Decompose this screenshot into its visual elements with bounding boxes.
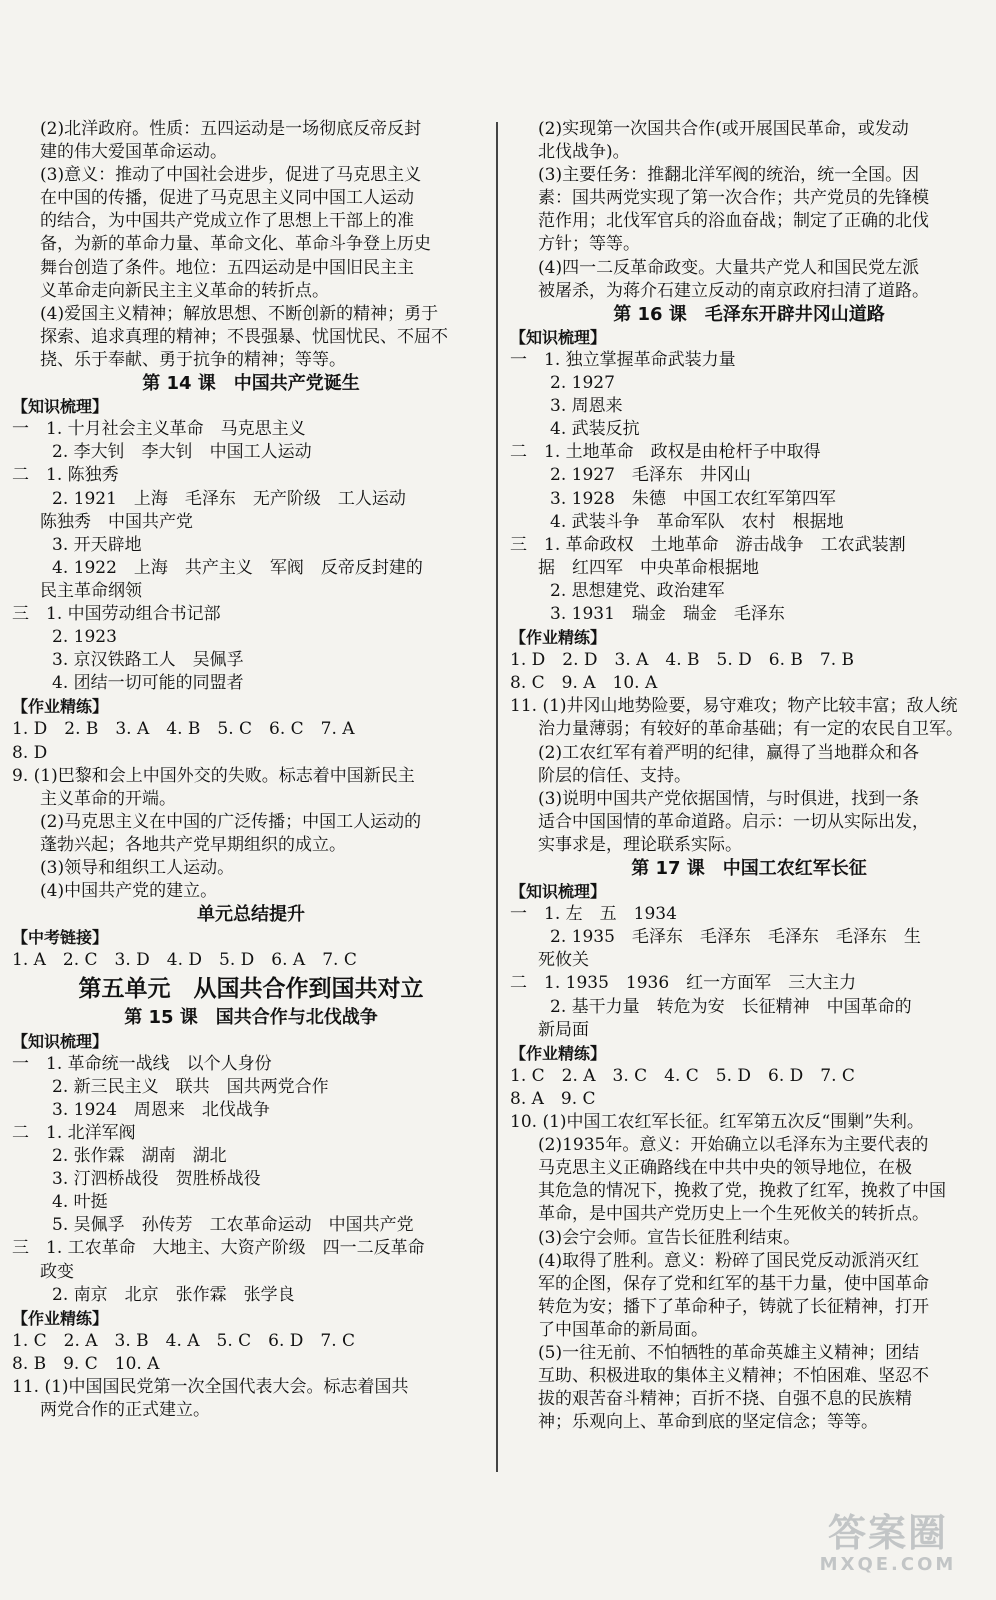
- answer-line: 军的企图，保存了党和红军的基干力量，使中国革命: [538, 1273, 929, 1294]
- answer-line: 主义革命的开端。: [40, 788, 176, 809]
- lesson-title: 单元总结提升: [197, 904, 305, 926]
- right-column: [510, 118, 988, 1434]
- answer-line: (4)四一二反革命政变。大量共产党人和国民党左派: [538, 257, 920, 278]
- answer-line: 在中国的传播，促进了马克思主义同中国工人运动: [40, 188, 414, 209]
- left-column: [12, 118, 490, 1422]
- answer-line: (2)北洋政府。性质：五四运动是一场彻底反帝反封: [40, 119, 422, 139]
- answer-line: 2. 张作霖 湖南 湖北: [52, 1146, 227, 1167]
- section-heading: 【作业精练】: [510, 628, 607, 648]
- answer-line: 治力量薄弱；有较好的革命基础；有一定的农民自卫军。: [538, 719, 963, 740]
- answer-line: 二 1. 北洋军阀: [12, 1122, 136, 1143]
- answer-line: 一 1. 革命统一战线 以个人身份: [12, 1053, 272, 1074]
- answer-line: 北伐战争)。: [538, 142, 630, 163]
- answer-line: 二 1. 1935 1936 红一方面军 三大主力: [510, 973, 857, 994]
- answer-line: 一 1. 十月社会主义革命 马克思主义: [12, 419, 306, 440]
- section-heading: 【知识梳理】: [510, 882, 607, 902]
- answer-line: (4)中国共产党的建立。: [40, 881, 218, 902]
- answer-line: 2. 1921 上海 毛泽东 无产阶级 工人运动: [52, 488, 406, 509]
- answer-line: 11. (1)井冈山地势险要，易守难攻；物产比较丰富；敌人统: [510, 696, 958, 717]
- answer-line: 3. 1928 朱德 中国工农红军第四军: [550, 488, 836, 509]
- answer-line: 1. A 2. C 3. D 4. D 5. D 6. A 7. C: [12, 950, 357, 971]
- answer-line: 两党合作的正式建立。: [40, 1400, 210, 1421]
- answer-line: 2. 1923: [52, 627, 117, 648]
- answer-line: 2. 1927 毛泽东 井冈山: [550, 465, 751, 486]
- section-heading: 【中考链接】: [12, 928, 109, 948]
- answer-line: 一 1. 左 五 1934: [510, 904, 677, 925]
- answer-line: 3. 周恩来: [550, 396, 623, 417]
- answer-line: 3. 1924 周恩来 北伐战争: [52, 1099, 270, 1120]
- answer-line: (3)领导和组织工人运动。: [40, 858, 235, 878]
- answer-line: 实事求是，理论联系实际。: [538, 834, 742, 855]
- answer-line: (3)意义：推动了中国社会进步，促进了马克思主义: [40, 165, 422, 186]
- answer-line: 4. 武装斗争 革命军队 农村 根据地: [550, 511, 844, 532]
- section-heading: 【知识梳理】: [12, 1031, 109, 1051]
- answer-line: 备，为新的革命力量、革命文化、革命斗争登上历史: [40, 234, 431, 255]
- answer-line: 的结合，为中国共产党成立作了思想上干部上的准: [40, 211, 414, 232]
- section-heading: 【知识梳理】: [510, 327, 607, 347]
- answer-line: 8. A 9. C: [510, 1088, 596, 1109]
- lesson-title: 第 15 课 国共合作与北伐战争: [124, 1007, 378, 1029]
- answer-line: 二 1. 陈独秀: [12, 465, 119, 486]
- answer-line: 革命，是中国共产党历史上一个生死攸关的转折点。: [538, 1204, 929, 1225]
- answer-line: 2. 思想建党、政治建军: [550, 580, 725, 601]
- answer-line: 4. 团结一切可能的同盟者: [52, 673, 244, 694]
- answer-line: 11. (1)中国国民党第一次全国代表大会。标志着国共: [12, 1376, 409, 1397]
- answer-line: 2. 南京 北京 张作霖 张学良: [52, 1284, 295, 1305]
- answer-line: 被屠杀，为蒋介石建立反动的南京政府扫清了道路。: [538, 280, 929, 301]
- answer-line: (2)马克思主义在中国的广泛传播；中国工人运动的: [40, 811, 422, 832]
- answer-line: 8. B 9. C 10. A: [12, 1353, 160, 1374]
- answer-line: 了中国革命的新局面。: [538, 1319, 708, 1340]
- answer-line: 3. 汀泗桥战役 贺胜桥战役: [52, 1169, 261, 1190]
- answer-line: (2)实现第一次国共合作(或开展国民革命，或发动: [538, 119, 909, 139]
- answer-line: 舞台创造了条件。地位：五四运动是中国旧民主主: [40, 257, 414, 278]
- answer-line: 2. 新三民主义 联共 国共两党合作: [52, 1076, 329, 1097]
- answer-line: 4. 叶挺: [52, 1192, 108, 1213]
- answer-line: (2)1935年。意义：开始确立以毛泽东为主要代表的: [538, 1135, 929, 1156]
- column-divider: [496, 122, 498, 1472]
- answer-line: 2. 基干力量 转危为安 长征精神 中国革命的: [550, 996, 912, 1017]
- answer-line: 三 1. 革命政权 土地革命 游击战争 工农武装割: [510, 534, 906, 555]
- answer-line: 2. 1935 毛泽东 毛泽东 毛泽东 毛泽东 生: [550, 927, 921, 948]
- answer-line: 10. (1)中国工农红军长征。红军第五次反“围剿”失利。: [510, 1112, 924, 1133]
- answer-line: (3)说明中国共产党依据国情，与时俱进，找到一条: [538, 788, 920, 809]
- lesson-title: 第 14 课 中国共产党诞生: [142, 373, 360, 395]
- answer-line: 1. D 2. D 3. A 4. B 5. D 6. B 7. B: [510, 650, 855, 671]
- answer-line: 蓬勃兴起；各地共产党早期组织的成立。: [40, 834, 346, 855]
- answer-line: (4)取得了胜利。意义：粉碎了国民党反动派消灭红: [538, 1250, 920, 1271]
- answer-line: 1. D 2. B 3. A 4. B 5. C 6. C 7. A: [12, 719, 355, 740]
- answer-line: (3)主要任务：推翻北洋军阀的统治，统一全国。因: [538, 165, 920, 186]
- answer-line: 新局面: [538, 1019, 589, 1040]
- answer-line: 挠、乐于奉献、勇于抗争的精神；等等。: [40, 349, 346, 370]
- answer-line: 马克思主义正确路线在中共中央的领导地位，在极: [538, 1158, 912, 1179]
- answer-line: (4)爱国主义精神；解放思想、不断创新的精神；勇于: [40, 303, 439, 324]
- answer-line: 阶层的信任、支持。: [538, 765, 691, 786]
- answer-line: (3)会宁会师。宣告长征胜利结束。: [538, 1227, 801, 1248]
- section-heading: 【作业精练】: [510, 1043, 607, 1063]
- answer-line: 3. 开天辟地: [52, 534, 142, 555]
- section-heading: 【作业精练】: [12, 1308, 109, 1328]
- answer-line: 1. C 2. A 3. B 4. A 5. C 6. D 7. C: [12, 1330, 356, 1351]
- answer-line: 8. C 9. A 10. A: [510, 673, 658, 694]
- answer-line: 三 1. 工农革命 大地主、大资产阶级 四一二反革命: [12, 1238, 425, 1259]
- answer-line: 死攸关: [538, 950, 589, 971]
- answer-line: 一 1. 独立掌握革命武装力量: [510, 349, 736, 370]
- watermark-text: 答案圈: [827, 1511, 948, 1555]
- answer-line: 建的伟大爱国革命运动。: [40, 142, 227, 163]
- answer-line: 陈独秀 中国共产党: [40, 511, 193, 532]
- watermark-logo: [808, 1512, 968, 1582]
- answer-line: 其危急的情况下，挽救了党，挽救了红军，挽救了中国: [538, 1181, 946, 1202]
- answer-line: 4. 武装反抗: [550, 419, 640, 440]
- lesson-title: 第 16 课 毛泽东开辟井冈山道路: [613, 303, 885, 325]
- answer-line: 3. 1931 瑞金 瑞金 毛泽东: [550, 603, 785, 624]
- answer-line: 2. 李大钊 李大钊 中国工人运动: [52, 442, 312, 463]
- answer-line: 适合中国国情的革命道路。启示：一切从实际出发，: [538, 811, 929, 832]
- answer-line: 据 红四军 中央革命根据地: [538, 557, 759, 578]
- answer-line: 转危为安；播下了革命种子，铸就了长征精神，打开: [538, 1296, 929, 1317]
- answer-line: 互助、积极进取的集体主义精神；不怕困难、坚忍不: [538, 1366, 929, 1387]
- section-heading: 【知识梳理】: [12, 397, 109, 417]
- answer-line: 三 1. 中国劳动组合书记部: [12, 603, 221, 624]
- answer-line: 拔的艰苦奋斗精神；百折不挠、自强不息的民族精: [538, 1389, 912, 1410]
- answer-line: 范作用；北伐军官兵的浴血奋战；制定了正确的北伐: [538, 211, 929, 232]
- answer-line: (2)工农红军有着严明的纪律，赢得了当地群众和各: [538, 742, 920, 763]
- answer-line: 方针；等等。: [538, 234, 640, 255]
- answer-line: 素：国共两党实现了第一次合作；共产党员的先锋模: [538, 188, 929, 209]
- answer-line: 9. (1)巴黎和会上中国外交的失败。标志着中国新民主: [12, 765, 415, 786]
- answer-line: 3. 京汉铁路工人 吴佩孚: [52, 650, 244, 671]
- answer-line: 神；乐观向上、革命到底的坚定信念；等等。: [538, 1412, 878, 1433]
- answer-line: 探索、追求真理的精神；不畏强暴、忧国忧民、不屈不: [40, 326, 448, 347]
- answer-line: 义革命走向新民主主义革命的转折点。: [40, 280, 329, 301]
- answer-line: 8. D: [12, 742, 48, 763]
- answer-line: 2. 1927: [550, 373, 615, 394]
- unit-title: 第五单元 从国共合作到国共对立: [78, 976, 424, 1003]
- answer-line: 政变: [40, 1261, 74, 1282]
- lesson-title: 第 17 课 中国工农红军长征: [631, 858, 867, 879]
- answer-line: 二 1. 土地革命 政权是由枪杆子中取得: [510, 442, 821, 463]
- answer-line: 4. 1922 上海 共产主义 军阀 反帝反封建的: [52, 557, 423, 578]
- answer-line: 1. C 2. A 3. C 4. C 5. D 6. D 7. C: [510, 1065, 855, 1086]
- watermark-url: MXQE.COM: [819, 1554, 957, 1575]
- answer-line: (5)一往无前、不怕牺牲的革命英雄主义精神；团结: [538, 1342, 920, 1363]
- section-heading: 【作业精练】: [12, 697, 109, 717]
- answer-line: 民主革命纲领: [40, 580, 142, 601]
- answer-line: 5. 吴佩孚 孙传芳 工农革命运动 中国共产党: [52, 1215, 414, 1236]
